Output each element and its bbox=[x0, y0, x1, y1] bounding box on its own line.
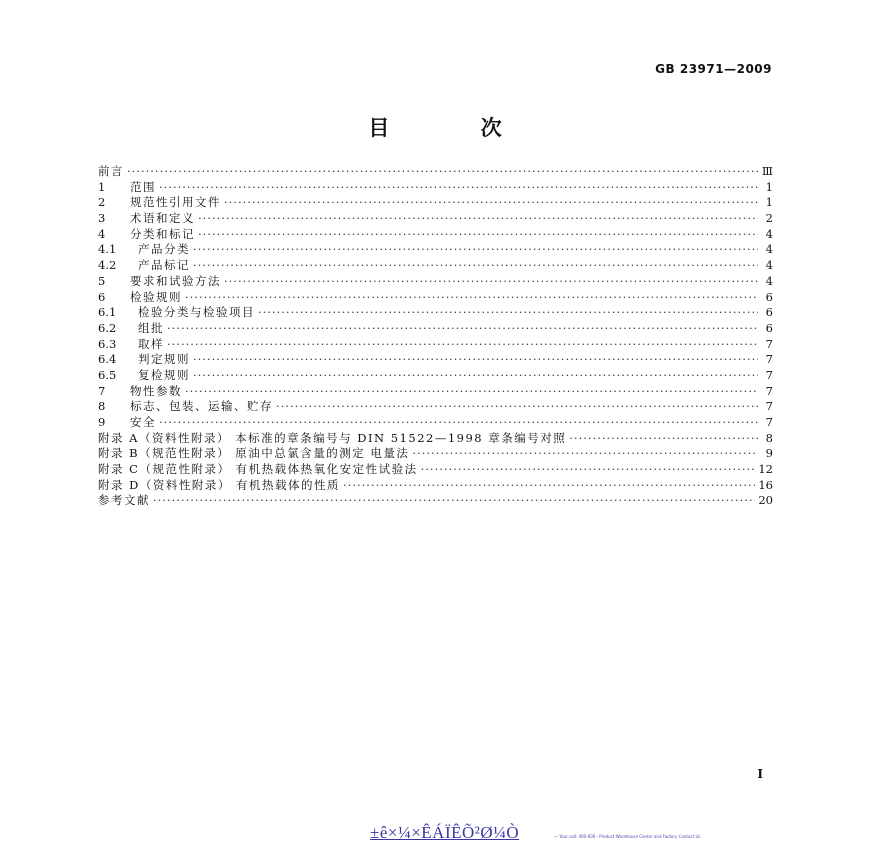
toc-leader-dots bbox=[258, 305, 758, 321]
toc-entry[interactable] bbox=[98, 493, 773, 509]
toc-leader-dots bbox=[421, 462, 756, 478]
toc-entry-label: 附录 C（规范性附录） 有机热载体热氧化安定性试验法 bbox=[98, 462, 418, 477]
toc-entry-number: 5 bbox=[98, 273, 106, 288]
footer-watermark-text[interactable]: ±ê×¼×ÊÁÏÊÕ²Ø¼Ò bbox=[370, 823, 520, 842]
toc-leader-dots bbox=[569, 431, 758, 447]
toc-entry-number: 9 bbox=[98, 415, 106, 429]
toc-entry-page: 6 bbox=[765, 289, 773, 304]
standard-number: GB 23971—2009 bbox=[655, 62, 772, 76]
toc-entry-label: 附录 B（规范性附录） 原油中总氯含量的测定 电量法 bbox=[98, 446, 410, 461]
toc-entry-label: 术语和定义 bbox=[130, 211, 195, 226]
toc-entry-page: 7 bbox=[765, 415, 773, 429]
footer-tiny-text: — Your call: 400-600 - Product Warehouse Center and Factory Contact Us bbox=[554, 834, 701, 839]
toc-entry[interactable] bbox=[98, 258, 773, 274]
toc-entry-label: 要求和试验方法 bbox=[130, 273, 221, 288]
toc-entry-page: 7 bbox=[765, 352, 773, 367]
toc-leader-dots bbox=[412, 446, 758, 462]
toc-entry-page: 2 bbox=[765, 211, 773, 226]
toc-entry-label: 组批 bbox=[138, 320, 164, 335]
toc-entry[interactable] bbox=[98, 305, 773, 321]
toc-entry-label: 产品标记 bbox=[138, 258, 190, 273]
toc-entry-number: 6 bbox=[98, 289, 106, 304]
toc-entry-number: 2 bbox=[98, 195, 106, 210]
toc-leader-dots bbox=[185, 384, 758, 400]
toc-leader-dots bbox=[159, 180, 758, 196]
toc-entry-label: 检验分类与检验项目 bbox=[138, 305, 255, 320]
toc-entry-number: 6.4 bbox=[98, 352, 117, 367]
toc-entry-label: 附录 D（资料性附录） 有机热载体的性质 bbox=[98, 477, 341, 492]
toc-leader-dots bbox=[276, 399, 758, 415]
page-number: I bbox=[757, 767, 763, 781]
toc-entry-label: 参考文献 bbox=[98, 493, 150, 508]
toc-leader-dots bbox=[167, 337, 758, 353]
toc-entry-page: 4 bbox=[765, 273, 773, 288]
toc-entry-label: 物性参数 bbox=[130, 383, 182, 398]
toc-entry-page: Ⅲ bbox=[761, 164, 773, 178]
toc-leader-dots bbox=[193, 368, 758, 384]
toc-entry-page: 7 bbox=[765, 336, 773, 351]
toc-entry-number: 3 bbox=[98, 211, 106, 226]
toc-leader-dots bbox=[224, 274, 758, 290]
toc-entry[interactable] bbox=[98, 352, 773, 368]
toc-entry[interactable] bbox=[98, 384, 773, 400]
toc-entry-number: 6.5 bbox=[98, 367, 117, 382]
toc-entry[interactable] bbox=[98, 180, 773, 196]
toc-entry-page: 9 bbox=[765, 446, 773, 461]
toc-leader-dots bbox=[185, 290, 758, 306]
toc-entry-number: 4.1 bbox=[98, 242, 117, 257]
toc-entry-number: 6.3 bbox=[98, 336, 117, 351]
toc-entry-page: 4 bbox=[765, 226, 773, 241]
toc-entry-page: 7 bbox=[765, 383, 773, 398]
toc-entry[interactable] bbox=[98, 195, 773, 211]
toc-entry[interactable] bbox=[98, 242, 773, 258]
toc-entry-label: 前言 bbox=[98, 164, 124, 178]
toc-entry-page: 16 bbox=[758, 477, 773, 492]
toc-entry[interactable] bbox=[98, 337, 773, 353]
toc-leader-dots bbox=[198, 227, 758, 243]
toc-entry-page: 1 bbox=[765, 179, 773, 194]
toc-leader-dots bbox=[198, 211, 758, 227]
toc-leader-dots bbox=[343, 478, 755, 494]
toc-entry-page: 20 bbox=[758, 493, 773, 508]
toc-leader-dots bbox=[127, 164, 758, 180]
toc-entry[interactable] bbox=[98, 415, 773, 431]
toc-entry-page: 6 bbox=[765, 305, 773, 320]
toc-entry-label: 检验规则 bbox=[130, 289, 182, 304]
toc-leader-dots bbox=[153, 493, 755, 509]
toc-entry-number: 7 bbox=[98, 383, 106, 398]
toc-entry[interactable] bbox=[98, 446, 773, 462]
toc-entry[interactable] bbox=[98, 431, 773, 447]
toc-entry[interactable] bbox=[98, 211, 773, 227]
toc-entry-number: 4 bbox=[98, 226, 106, 241]
toc-entry-page: 4 bbox=[765, 258, 773, 273]
toc-entry-label: 分类和标记 bbox=[130, 226, 195, 241]
toc-entry-page: 1 bbox=[765, 195, 773, 210]
toc-entry[interactable] bbox=[98, 368, 773, 384]
toc-entry-number: 6.1 bbox=[98, 305, 117, 320]
toc-entry-page: 7 bbox=[765, 367, 773, 382]
toc-entry-label: 附录 A（资料性附录） 本标准的章条编号与 DIN 51522—1998 章条编号对照 bbox=[98, 430, 567, 445]
toc-entry-label: 安全 bbox=[130, 415, 156, 429]
toc-entry-label: 判定规则 bbox=[138, 352, 190, 367]
toc-entry[interactable] bbox=[98, 290, 773, 306]
toc-entry-page: 8 bbox=[765, 430, 773, 445]
toc-entry-number: 1 bbox=[98, 179, 106, 194]
toc-leader-dots bbox=[167, 321, 758, 337]
toc-entry[interactable] bbox=[98, 321, 773, 337]
toc-entry[interactable] bbox=[98, 478, 773, 494]
toc-entry-label: 规范性引用文件 bbox=[130, 195, 221, 210]
toc-entry[interactable] bbox=[98, 227, 773, 243]
toc-leader-dots bbox=[193, 242, 758, 258]
toc-entry-page: 12 bbox=[758, 462, 773, 477]
toc-entry-page: 4 bbox=[765, 242, 773, 257]
table-of-contents bbox=[98, 164, 773, 509]
page-title: 目 次 bbox=[368, 116, 544, 140]
toc-entry-number: 4.2 bbox=[98, 258, 117, 273]
toc-entry-number: 6.2 bbox=[98, 320, 117, 335]
toc-entry-label: 复检规则 bbox=[138, 367, 190, 382]
toc-leader-dots bbox=[193, 258, 758, 274]
toc-leader-dots bbox=[193, 352, 758, 368]
toc-leader-dots bbox=[224, 195, 758, 211]
toc-entry-label: 取样 bbox=[138, 336, 164, 351]
toc-entry-page: 6 bbox=[765, 320, 773, 335]
toc-entry[interactable] bbox=[98, 164, 773, 180]
toc-entry-label: 产品分类 bbox=[138, 242, 190, 257]
toc-entry-page: 7 bbox=[765, 399, 773, 414]
toc-entry[interactable] bbox=[98, 462, 773, 478]
toc-entry[interactable] bbox=[98, 274, 773, 290]
toc-entry[interactable] bbox=[98, 399, 773, 415]
toc-entry-number: 8 bbox=[98, 399, 106, 414]
toc-leader-dots bbox=[159, 415, 758, 431]
toc-entry-label: 范围 bbox=[130, 179, 156, 194]
toc-entry-label: 标志、包装、运输、贮存 bbox=[130, 399, 273, 414]
